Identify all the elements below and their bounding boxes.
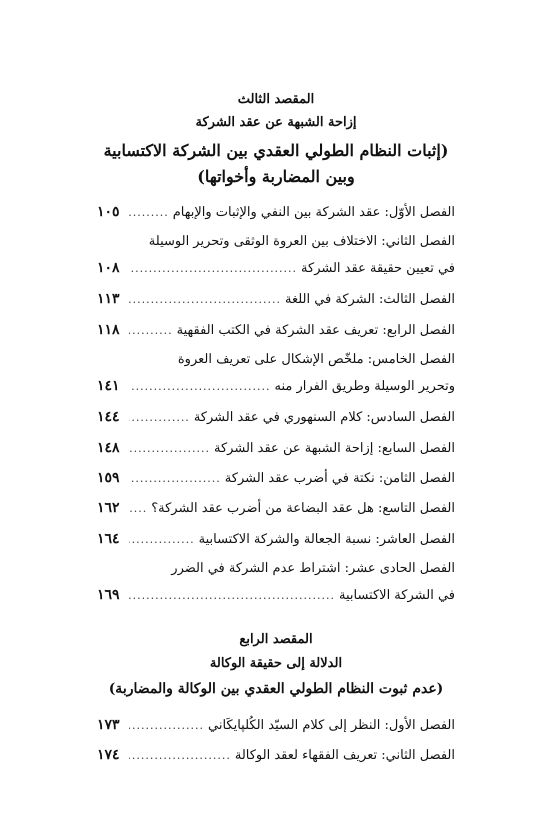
- toc-entry-title: وتحرير الوسيلة وطريق الفرار منه: [274, 379, 455, 394]
- toc-entry-page: ١٤٤: [97, 409, 120, 425]
- toc-entry-page: ١٥٩: [97, 470, 120, 486]
- leader-dots: [129, 717, 204, 735]
- section-label: المقصد الثالث: [237, 92, 315, 107]
- toc-entry-title: الفصل الثالث: الشركة في اللغة: [284, 292, 455, 307]
- toc-entry: [97, 530, 455, 549]
- toc-entry-title: الفصل التاسع: هل عقد البضاعة من أضرب عقد الشركة؟: [151, 501, 455, 516]
- toc-entry-page: ١٦٤: [97, 531, 120, 547]
- leader-dots: [129, 587, 335, 605]
- toc-entry-page: ١٦٢: [97, 500, 120, 516]
- toc-entry: [97, 469, 455, 488]
- toc-entry-title: الفصل العاشر: نسبة الجعالة والشركة الاكتسابية: [198, 532, 455, 547]
- toc-entry-title-line1: الفصل الحادى عشر: اشتراط عدم الشركة في الضرر: [171, 561, 455, 576]
- toc-entry: [97, 439, 455, 458]
- toc-entry-page: ١٠٥: [97, 204, 120, 220]
- leader-dots: [129, 291, 281, 309]
- section-title: الدلالة إلى حقيقة الوكالة: [209, 656, 343, 671]
- leader-dots: [129, 747, 231, 765]
- toc-entry-page: ١٤٨: [97, 440, 120, 456]
- toc-entry: [97, 203, 455, 222]
- table-of-contents-page: [97, 0, 455, 826]
- toc-entry-title: الفصل الأول: النظر إلى كلام السيّد الكُلپايكَاني: [208, 718, 455, 733]
- toc-entry-title: الفصل السابع: إزاحة الشبهة عن عقد الشركة: [214, 441, 455, 456]
- leader-dots: [129, 440, 210, 458]
- toc-entry: [97, 716, 455, 735]
- leader-dots: [129, 322, 173, 340]
- leader-dots: [129, 260, 297, 278]
- toc-entry: [97, 290, 455, 309]
- toc-entry-title: في تعيين حقيقة عقد الشركة: [301, 261, 455, 276]
- leader-dots: [129, 204, 169, 222]
- leader-dots: [129, 378, 271, 396]
- toc-entry-page: ١٠٨: [97, 260, 120, 276]
- toc-entry: [97, 560, 455, 605]
- toc-entry-page: ١١٣: [97, 291, 120, 307]
- toc-entry-title-line1: الفصل الثاني: الاختلاف بين العروة الوثقى وتحرير الوسيلة: [148, 234, 455, 249]
- toc-entry: [97, 499, 455, 518]
- section-subtitle: (إثبات النظام الطولي العقدي بين الشركة الاكتسابية: [103, 141, 449, 160]
- toc-entry: [97, 351, 455, 396]
- section-subtitle-continued: وبين المضاربة وأخواتها): [197, 167, 355, 186]
- toc-entry-page: ١٦٩: [97, 587, 120, 603]
- leader-dots: [129, 500, 147, 518]
- toc-entry: [97, 746, 455, 765]
- leader-dots: [129, 470, 221, 488]
- toc-entry-page: ١٤١: [97, 378, 120, 394]
- toc-entry: [97, 408, 455, 427]
- leader-dots: [129, 409, 190, 427]
- toc-entry: [97, 321, 455, 340]
- toc-entry: [97, 233, 455, 278]
- toc-entry-title-line1: الفصل الخامس: ملخّص الإشكال على تعريف العروة: [177, 352, 455, 367]
- leader-dots: [129, 531, 195, 549]
- section-subtitle: (عدم ثبوت النظام الطولي العقدي بين الوكالة والمضاربة): [108, 681, 444, 697]
- toc-entry-title: الفصل الأوّل: عقد الشركة بين النفي والإثبات والإبهام: [172, 205, 455, 220]
- toc-entry-title: الفصل الرابع: تعريف عقد الشركة في الكتب الفقهية: [176, 323, 455, 338]
- toc-entry-title: الفصل الثاني: تعريف الفقهاء لعقد الوكالة: [234, 748, 455, 763]
- toc-entry-page: ١١٨: [97, 322, 120, 338]
- toc-entry-title: في الشركة الاكتسابية: [338, 588, 455, 603]
- section-label: المقصد الرابع: [239, 632, 313, 647]
- toc-entry-page: ١٧٤: [97, 747, 120, 763]
- toc-entry-title: الفصل الثامن: نكتة في أضرب عقد الشركة: [224, 471, 455, 486]
- toc-entry-title: الفصل السادس: كلام السنهوري في عقد الشركة: [193, 410, 455, 425]
- section-title: إزاحة الشبهة عن عقد الشركة: [195, 115, 357, 130]
- toc-entry-page: ١٧٣: [97, 717, 120, 733]
